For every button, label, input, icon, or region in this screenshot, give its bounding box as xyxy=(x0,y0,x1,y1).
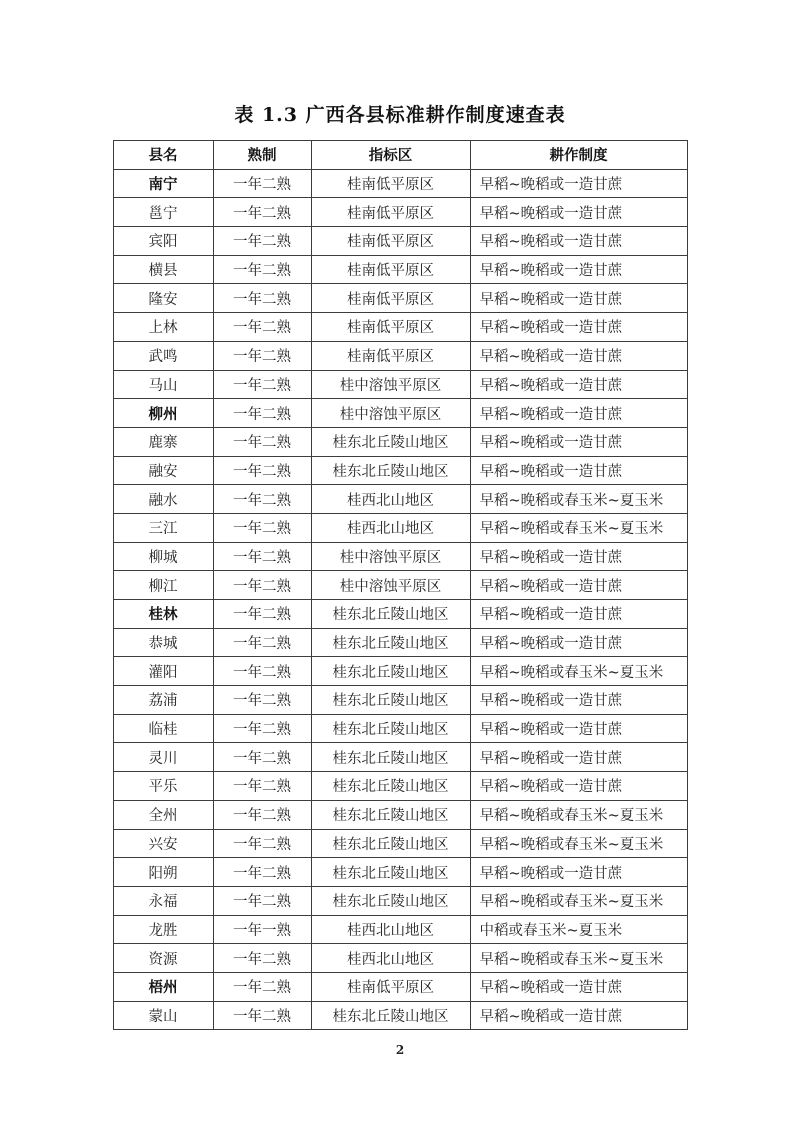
zone-cell: 桂中溶蚀平原区 xyxy=(311,370,470,399)
zone-cell: 桂东北丘陵山地区 xyxy=(311,628,470,657)
table-row xyxy=(113,542,687,571)
system-cell: 早稻~晚稻或一造甘蔗 xyxy=(470,714,687,743)
table-row xyxy=(113,772,687,801)
crop-system-table xyxy=(113,140,688,1030)
zone-cell: 桂东北丘陵山地区 xyxy=(311,456,470,485)
county-cell: 临桂 xyxy=(113,714,213,743)
system-cell: 早稻~晚稻或春玉米~夏玉米 xyxy=(470,485,687,514)
table-row xyxy=(113,227,687,256)
county-cell: 阳朔 xyxy=(113,858,213,887)
zone-cell: 桂东北丘陵山地区 xyxy=(311,829,470,858)
table-row xyxy=(113,972,687,1001)
table-row xyxy=(113,456,687,485)
maturity-cell: 一年二熟 xyxy=(213,341,311,370)
table-row xyxy=(113,399,687,428)
county-cell: 柳江 xyxy=(113,571,213,600)
table-row xyxy=(113,714,687,743)
zone-cell: 桂东北丘陵山地区 xyxy=(311,1001,470,1030)
maturity-cell: 一年二熟 xyxy=(213,800,311,829)
maturity-cell: 一年二熟 xyxy=(213,657,311,686)
county-cell: 宾阳 xyxy=(113,227,213,256)
table-row xyxy=(113,1001,687,1030)
zone-cell: 桂西北山地区 xyxy=(311,513,470,542)
zone-cell: 桂西北山地区 xyxy=(311,485,470,514)
system-cell: 早稻~晚稻或一造甘蔗 xyxy=(470,198,687,227)
system-cell: 早稻~晚稻或一造甘蔗 xyxy=(470,858,687,887)
table-header-row xyxy=(113,141,687,170)
zone-cell: 桂东北丘陵山地区 xyxy=(311,743,470,772)
system-cell: 早稻~晚稻或一造甘蔗 xyxy=(470,399,687,428)
maturity-cell: 一年一熟 xyxy=(213,915,311,944)
system-cell: 早稻~晚稻或一造甘蔗 xyxy=(470,686,687,715)
maturity-cell: 一年二熟 xyxy=(213,399,311,428)
zone-cell: 桂中溶蚀平原区 xyxy=(311,571,470,600)
county-cell: 平乐 xyxy=(113,772,213,801)
system-cell: 早稻~晚稻或一造甘蔗 xyxy=(470,284,687,313)
table-row xyxy=(113,915,687,944)
system-cell: 早稻~晚稻或一造甘蔗 xyxy=(470,972,687,1001)
zone-cell: 桂东北丘陵山地区 xyxy=(311,772,470,801)
system-cell: 早稻~晚稻或一造甘蔗 xyxy=(470,341,687,370)
maturity-cell: 一年二熟 xyxy=(213,600,311,629)
column-header-maturity: 熟制 xyxy=(213,141,311,170)
county-cell: 桂林 xyxy=(113,600,213,629)
system-cell: 早稻~晚稻或一造甘蔗 xyxy=(470,456,687,485)
county-cell: 梧州 xyxy=(113,972,213,1001)
county-cell: 柳州 xyxy=(113,399,213,428)
system-cell: 早稻~晚稻或一造甘蔗 xyxy=(470,313,687,342)
table-row xyxy=(113,686,687,715)
zone-cell: 桂南低平原区 xyxy=(311,169,470,198)
zone-cell: 桂东北丘陵山地区 xyxy=(311,686,470,715)
table-row xyxy=(113,255,687,284)
system-cell: 早稻~晚稻或一造甘蔗 xyxy=(470,427,687,456)
table-row xyxy=(113,485,687,514)
system-cell: 早稻~晚稻或一造甘蔗 xyxy=(470,1001,687,1030)
county-cell: 龙胜 xyxy=(113,915,213,944)
table-row xyxy=(113,341,687,370)
county-cell: 灵川 xyxy=(113,743,213,772)
column-header-system: 耕作制度 xyxy=(470,141,687,170)
maturity-cell: 一年二熟 xyxy=(213,714,311,743)
maturity-cell: 一年二熟 xyxy=(213,743,311,772)
table-row xyxy=(113,886,687,915)
zone-cell: 桂东北丘陵山地区 xyxy=(311,657,470,686)
county-cell: 灌阳 xyxy=(113,657,213,686)
maturity-cell: 一年二熟 xyxy=(213,169,311,198)
maturity-cell: 一年二熟 xyxy=(213,227,311,256)
maturity-cell: 一年二熟 xyxy=(213,313,311,342)
maturity-cell: 一年二熟 xyxy=(213,886,311,915)
county-cell: 融安 xyxy=(113,456,213,485)
system-cell: 早稻~晚稻或一造甘蔗 xyxy=(470,772,687,801)
maturity-cell: 一年二熟 xyxy=(213,456,311,485)
county-cell: 柳城 xyxy=(113,542,213,571)
county-cell: 兴安 xyxy=(113,829,213,858)
system-cell: 早稻~晚稻或春玉米~夏玉米 xyxy=(470,657,687,686)
county-cell: 三江 xyxy=(113,513,213,542)
system-cell: 早稻~晚稻或春玉米~夏玉米 xyxy=(470,886,687,915)
table-row xyxy=(113,169,687,198)
table-title: 表 1.3 广西各县标准耕作制度速查表 xyxy=(234,104,566,126)
zone-cell: 桂西北山地区 xyxy=(311,944,470,973)
zone-cell: 桂南低平原区 xyxy=(311,198,470,227)
county-cell: 融水 xyxy=(113,485,213,514)
table-row xyxy=(113,198,687,227)
table-row xyxy=(113,313,687,342)
table-row xyxy=(113,427,687,456)
system-cell: 早稻~晚稻或一造甘蔗 xyxy=(470,743,687,772)
column-header-zone: 指标区 xyxy=(311,141,470,170)
system-cell: 早稻~晚稻或春玉米~夏玉米 xyxy=(470,829,687,858)
maturity-cell: 一年二熟 xyxy=(213,686,311,715)
system-cell: 早稻~晚稻或春玉米~夏玉米 xyxy=(470,800,687,829)
zone-cell: 桂中溶蚀平原区 xyxy=(311,399,470,428)
maturity-cell: 一年二熟 xyxy=(213,628,311,657)
system-cell: 早稻~晚稻或春玉米~夏玉米 xyxy=(470,944,687,973)
table-row xyxy=(113,370,687,399)
county-cell: 全州 xyxy=(113,800,213,829)
maturity-cell: 一年二熟 xyxy=(213,944,311,973)
zone-cell: 桂东北丘陵山地区 xyxy=(311,886,470,915)
maturity-cell: 一年二熟 xyxy=(213,972,311,1001)
zone-cell: 桂南低平原区 xyxy=(311,313,470,342)
maturity-cell: 一年二熟 xyxy=(213,772,311,801)
system-cell: 早稻~晚稻或一造甘蔗 xyxy=(470,600,687,629)
county-cell: 邕宁 xyxy=(113,198,213,227)
maturity-cell: 一年二熟 xyxy=(213,829,311,858)
zone-cell: 桂南低平原区 xyxy=(311,284,470,313)
county-cell: 蒙山 xyxy=(113,1001,213,1030)
zone-cell: 桂南低平原区 xyxy=(311,972,470,1001)
system-cell: 早稻~晚稻或一造甘蔗 xyxy=(470,571,687,600)
maturity-cell: 一年二熟 xyxy=(213,370,311,399)
county-cell: 鹿寨 xyxy=(113,427,213,456)
table-row xyxy=(113,600,687,629)
zone-cell: 桂南低平原区 xyxy=(311,341,470,370)
county-cell: 南宁 xyxy=(113,169,213,198)
county-cell: 永福 xyxy=(113,886,213,915)
table-row xyxy=(113,513,687,542)
maturity-cell: 一年二熟 xyxy=(213,255,311,284)
maturity-cell: 一年二熟 xyxy=(213,1001,311,1030)
column-header-county: 县名 xyxy=(113,141,213,170)
system-cell: 中稻或春玉米~夏玉米 xyxy=(470,915,687,944)
system-cell: 早稻~晚稻或一造甘蔗 xyxy=(470,255,687,284)
county-cell: 武鸣 xyxy=(113,341,213,370)
maturity-cell: 一年二熟 xyxy=(213,485,311,514)
county-cell: 资源 xyxy=(113,944,213,973)
table-row xyxy=(113,284,687,313)
county-cell: 荔浦 xyxy=(113,686,213,715)
zone-cell: 桂西北山地区 xyxy=(311,915,470,944)
zone-cell: 桂东北丘陵山地区 xyxy=(311,427,470,456)
system-cell: 早稻~晚稻或一造甘蔗 xyxy=(470,370,687,399)
table-row xyxy=(113,858,687,887)
table-row xyxy=(113,743,687,772)
maturity-cell: 一年二熟 xyxy=(213,542,311,571)
county-cell: 横县 xyxy=(113,255,213,284)
county-cell: 马山 xyxy=(113,370,213,399)
system-cell: 早稻~晚稻或一造甘蔗 xyxy=(470,628,687,657)
system-cell: 早稻~晚稻或一造甘蔗 xyxy=(470,227,687,256)
county-cell: 恭城 xyxy=(113,628,213,657)
maturity-cell: 一年二熟 xyxy=(213,284,311,313)
page-number: 2 xyxy=(395,1043,405,1058)
zone-cell: 桂南低平原区 xyxy=(311,255,470,284)
table-row xyxy=(113,571,687,600)
table-row xyxy=(113,628,687,657)
maturity-cell: 一年二熟 xyxy=(213,198,311,227)
table-body xyxy=(113,169,687,1030)
maturity-cell: 一年二熟 xyxy=(213,571,311,600)
system-cell: 早稻~晚稻或春玉米~夏玉米 xyxy=(470,513,687,542)
zone-cell: 桂南低平原区 xyxy=(311,227,470,256)
table-row xyxy=(113,944,687,973)
maturity-cell: 一年二熟 xyxy=(213,427,311,456)
zone-cell: 桂中溶蚀平原区 xyxy=(311,542,470,571)
system-cell: 早稻~晚稻或一造甘蔗 xyxy=(470,169,687,198)
zone-cell: 桂东北丘陵山地区 xyxy=(311,858,470,887)
county-cell: 隆安 xyxy=(113,284,213,313)
maturity-cell: 一年二熟 xyxy=(213,513,311,542)
system-cell: 早稻~晚稻或一造甘蔗 xyxy=(470,542,687,571)
zone-cell: 桂东北丘陵山地区 xyxy=(311,800,470,829)
county-cell: 上林 xyxy=(113,313,213,342)
zone-cell: 桂东北丘陵山地区 xyxy=(311,600,470,629)
zone-cell: 桂东北丘陵山地区 xyxy=(311,714,470,743)
table-row xyxy=(113,829,687,858)
table-row xyxy=(113,657,687,686)
maturity-cell: 一年二熟 xyxy=(213,858,311,887)
table-row xyxy=(113,800,687,829)
